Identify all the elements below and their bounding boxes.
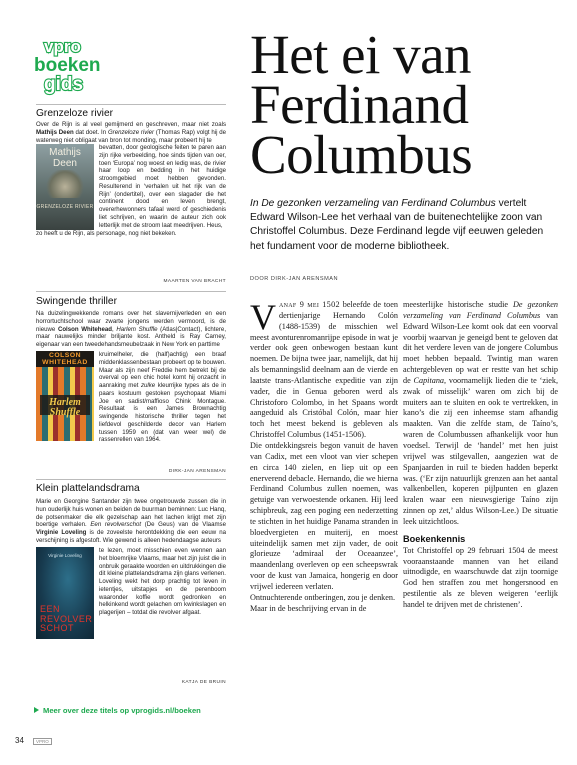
article-column-1: Vanaf 9 mei 1502 beleefde de toen dertienjarige Hernando Colón (1488-1539) de misschien wel meest avonturenromanrijpe episode in wat je verder ook geen onbewogen bestaan kunt noemen. De bijna twee jaar, namelijk, dat hij als bemanningslid deelnam aan de vierde en laatste trans-Atlantische expeditie van zijn vader, die in Genua geboren werd als Christoforo Colombo, in het Spaans wordt aangeduid als Cristóbal Colón, maar hier toch het meest bekend is gebleven als Christoffel Columbus (1451-1506). Die ontdekkingsreis begon vanuit de haven van Cadix, met een vloot van vier schepen en circa 140 zielen, en liep uit op een enerverend debacle. Hernando, die we hierna Ferdinand Columbus zullen noemen, was getuige van verwoestende orkanen. Hij leed schipbreuk, zag een poging een nederzetting te stichten in het huidige Panama stranden in bloedvergieten en muiterij, en moest uiteindelijk samen met zijn vader, de ooit glorieuze ‘admiraal der Oceaanzee’, maandenlang overleven op een scheepswrak voor de kust van Jamaica, hongerig en door vrijwel iedereen verlaten. Ontnuchterende ontberingen, zou je denken. Maar in de beschrijving ervan in de: [250, 300, 398, 613]
magazine-tag: VPRO: [33, 738, 52, 745]
article-subhead: Boekenkennis: [403, 533, 466, 544]
review-body-klein-plattelandsdrama-cont: te lezen, moet misschien even wennen aan het bloemrijke Vlaams, maar het zijn juist die in onbruik geraakte woorden en uitdrukkingen die dit kleine plattelandsdrama zijn glans verlenen. Loveling wekt het dorp prachtig tot leven in ietentjes, uitstapjes en de perenboom waaronder koffie wordt gedronken en helkinkend wordt gelachen om kwinkslagen en plagerijen – totdat die revolver afgaat.: [99, 547, 226, 616]
svg-text:vpro: vpro: [44, 37, 81, 56]
article-intro: In De gezonken verzameling van Ferdinand Columbus vertelt Edward Wilson-Lee het verhaal van de buitenechtelijke zoon van Christoffel Columbus. Deze Ferdinand legde vijf eeuwen geleden het fundament voor de moderne bibliotheek.: [250, 198, 544, 252]
article-column-2: meesterlijke historische studie De gezonken verzameling van Ferdinand Columbus van Edward Wilson-Lee komt ook dat een voorval voorbij waarvan je geneigd bent te geloven dat dit het verdere leven van de jongere Columbus moet hebben bepaald. Twintig man waren achtergebleven op wat er restte van het schip de Capitana, voornamelijk lieden die te ‘ziek, zwak of misselijk’ waren om zich bij de muiters aan te sluiten en ook te vertrekken, in kano’s die zij een inheemse stam afhandig maakten. Van die zelfde stam, de Taíno’s, waren de Columbussen afhankelijk voor hun voedsel. Terwijl de ‘handel’ met hen juist vrijwel was stilgevallen, aangezien wat de Spanjaarden in ruil te bieden hadden beperkt was. (‘Er zijn natuurlijk grenzen aan het aantal valkenbellen, koperen pijlpunten en glazen kralen waar een nieuwsgierige Taíno zijn zinnen op zet,’ aldus Wilson-Lee.) De situatie leek uitzichtloos. Boekenkennis Tot Christoffel op 29 februari 1504 de meest vooraanstaande mannen van het eiland uitnodigde, en waarschuwde dat zijn toornige God hen straffen zou met hongersnood en pestilentie als ze bleven weigeren ‘eerlijk handel te drijven met de christenen’.: [403, 300, 558, 609]
review-body-grenzeloze-rivier-cont: bevatten, door geologische feiten te paren aan zijn rijke verbeelding, hoe sinds tijden van oer, toen ‘Europa’ nog woest en ledig was, de rivier haar loop en bedding in het huidige stroomgebied moet hebben gevonden. Resulterend in ‘verhalen uit het rijk van de Rijn’ (ondertitel), over een slagader die het continent dood en leven brengt, overerhewonners tafaal werd of geschiedenis liet schrijven, en waarin de auteur zich ook letterlijk met de stroom laat meedrijven. Heus,: [99, 144, 226, 229]
review-body-grenzeloze-rivier-end: zo heeft u de Rijn, als personage, nog niet bekeken.: [36, 230, 177, 237]
divider: [36, 104, 226, 105]
review-heading-swingende-thriller: Swingende thriller: [36, 296, 117, 307]
divider: [36, 479, 226, 480]
review-heading-grenzeloze-rivier: Grenzeloze rivier: [36, 108, 113, 119]
book-sidebar: [28, 28, 225, 740]
review-body-swingende-thriller-cont: kruimelheler, die (half)achtig) een braaf middenklassenbestaan probeert op te bouwen. Maar als zijn neef Freddie hem betrekt bij de overval op een chic hotel komt hij onzacht in aanraking met zulke kleurrijke types als de in paars kostuum gestoken psychopaat Miami Joe en sadist/maffioso Chink Montague. Resultaat is een James Brownachtig swingende historische thriller tegen het liefdevol geschilderde decor van Harlem tussen 1959 en (dat van weer wel) de rassenrellen van 1964.: [99, 351, 226, 443]
review-body-klein-plattelandsdrama: Marie en Georgine Santander zijn twee ongetrouwde zussen die in hun ouderlijk huis wonen en beiden de buurman beminnen: Luc Hanq, de potsenmaker die elk gezelschap aan het lachen krijgt met zijn boertige verhalen. Een revolverschot (De Geus) van de Vlaamse Virginie Loveling is de zoveelste herontdekking die een eeuw na verschijning is afgestoft. Wie gewend is alleen hedendaagse auteurs: [36, 498, 226, 544]
page-number: 34: [15, 736, 24, 745]
review-body-swingende-thriller-end: [36, 443, 226, 466]
review-heading-klein-plattelandsdrama: Klein plattelandsdrama: [36, 483, 140, 494]
arrow-right-icon: [34, 707, 39, 713]
book-cover-grenzeloze-rivier: Mathijs Deen GRENZELOZE RIVIER: [36, 144, 94, 230]
review-body-grenzeloze-rivier: Over de Rijn is al veel gemijmerd en geschreven, maar niet zoals Mathijs Deen dat doet. In Grenzeloze rivier (Thomas Rap) volgt hij de waterweg niet obligaat van bron tot monding, maar probeert hij te: [36, 121, 226, 144]
vpro-boekengids-logo: [34, 34, 102, 98]
more-titles-link[interactable]: [34, 706, 201, 715]
book-cover-een-revolverschot: Virginie Loveling EEN REVOLVER SCHOT: [36, 547, 94, 639]
review-signature: KATJA DE BRUIN: [181, 680, 226, 685]
review-signature: MAARTEN VAN BRACHT: [163, 279, 226, 284]
more-titles-link-text[interactable]: Meer over deze titels op vprogids.nl/boeken: [43, 706, 201, 715]
article-byline: DOOR DIRK-JAN ARENSMAN: [250, 276, 339, 282]
review-signature: DIRK-JAN ARENSMAN: [168, 469, 226, 474]
svg-text:gids: gids: [44, 74, 84, 95]
divider: [36, 291, 226, 292]
svg-text:boeken: boeken: [34, 55, 101, 76]
book-cover-harlem-shuffle: COLSON WHITEHEAD Harlem Shuffle: [36, 351, 94, 441]
drop-cap: V: [250, 300, 276, 337]
review-body-swingende-thriller: Na duizelingwekkende romans over het slavernijverleden en een horrortuchtschool waar zwarte jongens werden vermoord, is de nieuwe Colson Whitehead, Harlem Shuffle (Atlas|Contact), lichtere, maar nauwelijks minder briljante kost. Antheld is Ray Carney, eigenaar van een tweedehandsmeubelzaak in New York en parttime: [36, 310, 226, 348]
article-title: Het ei van Ferdinand Columbus: [250, 24, 473, 185]
review-body-klein-plattelandsdrama-end: [36, 639, 226, 678]
